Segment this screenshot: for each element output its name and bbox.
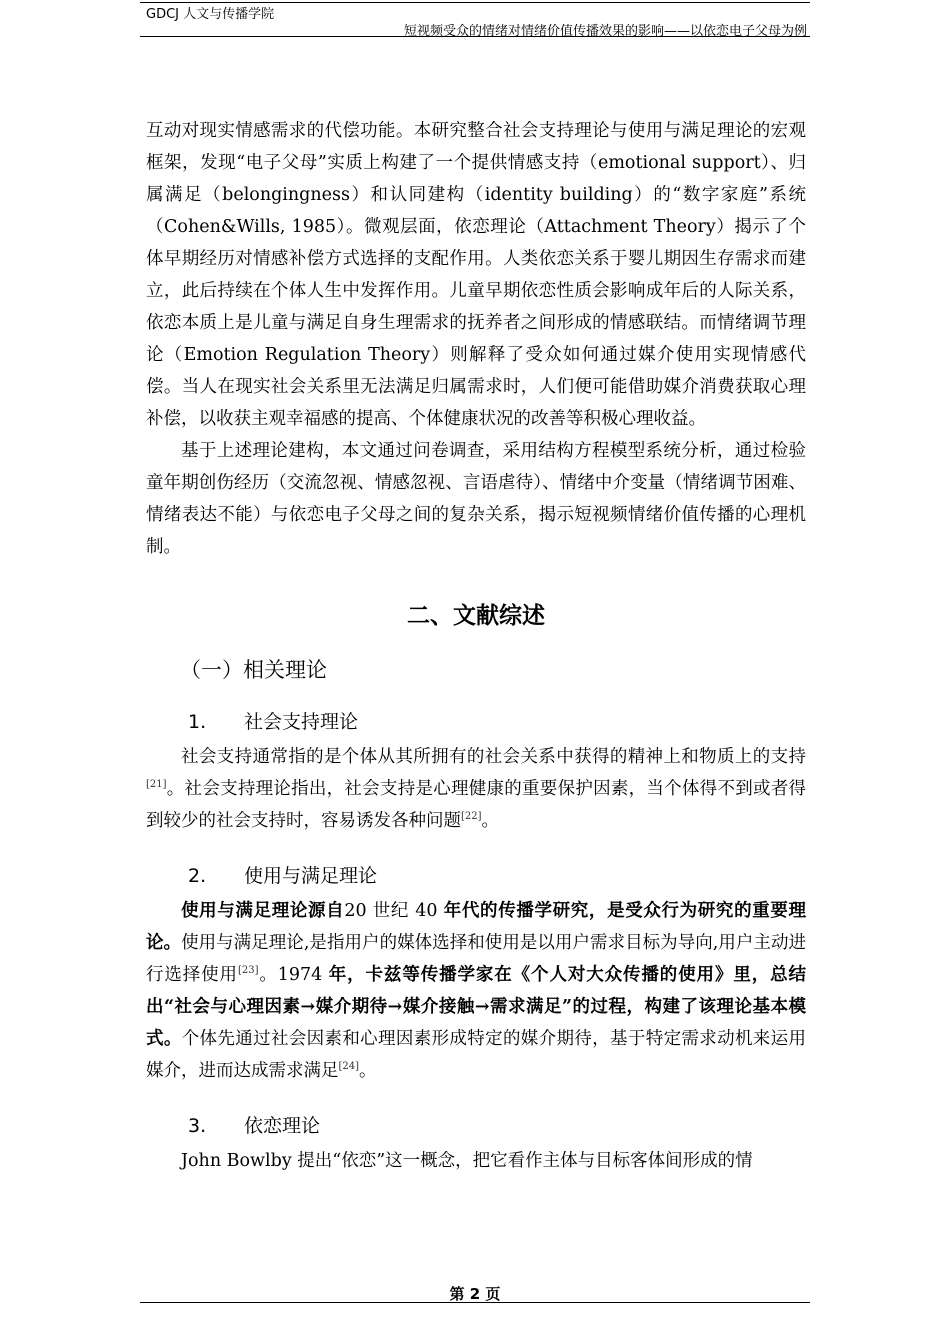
text-run-bold: 年，卡兹等传播学家在《个人对大众传播的使用》里，总结出“社会与心理因素→媒介期待→媒介接触→需求满足”的过程，构建了该理论基本模式。 xyxy=(146,965,807,1049)
header-paper-title: 短视频受众的情绪对情绪价值传播效果的影响——以依恋电子父母为例 xyxy=(403,24,807,39)
text-run: 。社会支持理论指出，社会支持是心理健康的重要保护因素，当个体得不到或者得到较少的社会支持时，容易诱发各种问题 xyxy=(146,779,806,831)
heading-social-support xyxy=(146,697,806,741)
text-run: 使用与满足理论,是指用户的媒体选择和使用是以用户需求目标为导向,用户主动进行选择使用 xyxy=(146,933,807,985)
text-run: 。 xyxy=(481,811,500,831)
heading-text: 使用与满足理论 xyxy=(244,865,378,887)
text-run: 。 xyxy=(359,1061,377,1081)
text-run: 个体先通过社会因素和心理因素形成特定的媒介期待，基于特定需求动机来运用媒介，进而达成需求满足 xyxy=(146,1029,807,1081)
subsection-title: （一）相关理论 xyxy=(180,658,327,682)
citation: [23] xyxy=(237,965,259,976)
heading-number: 3. xyxy=(188,1115,207,1137)
paragraph-continued: 互动对现实情感需求的代偿功能。本研究整合社会支持理论与使用与满足理论的宏观框架，发现“电子父母”实质上构建了一个提供情感支持（emotional support）、归属满足（belongingness）和认同建构（identity building）的“数字家庭”系统（Cohen&Wills, 1985）。微观层面，依恋理论（Attachment Theory）揭示了个体早期经历对情感补偿方式选择的支配作用。人类依恋关系于婴儿期因生存需求而建立，此后持续在个体人生中发挥作用。儿童早期依恋性质会影响成年后的人际关系，依恋本质上是儿童与满足自身生理需求的抚养者之间形成的情感联结。而情绪调节理论（Emotion Regulation Theory）则解释了受众如何通过媒介使用实现情感代偿。当人在现实社会关系里无法满足归属需求时，人们便可能借助媒介消费获取心理补偿，以收获主观幸福感的提高、个体健康状况的改善等积极心理收益。 xyxy=(146,121,806,429)
text-run-bold: 年代的传播学研究，是受众行为研究的重要理论。 xyxy=(146,901,807,953)
paragraph-uses-gratifications xyxy=(146,895,806,1087)
paragraph-attachment: John Bowlby 提出“依恋”这一概念，把它看作主体与目标客体间形成的情 xyxy=(181,1151,753,1171)
text-run: 。1974 xyxy=(258,965,329,985)
paragraph-social-support xyxy=(146,741,806,837)
heading-number: 1. xyxy=(188,711,207,733)
heading-uses-gratifications xyxy=(146,851,806,895)
text-run: 社会支持通常指的是个体从其所拥有的社会关系中获得的精神上和物质上的支持 xyxy=(181,747,806,767)
page-body xyxy=(146,115,806,1177)
header-institution: GDCJ 人文与传播学院 xyxy=(146,7,275,22)
heading-text: 依恋理论 xyxy=(244,1115,321,1137)
heading-attachment xyxy=(146,1101,806,1145)
citation: [21] xyxy=(146,779,167,790)
text-run: 20 世纪 40 xyxy=(344,901,444,921)
citation: [24] xyxy=(338,1061,360,1072)
citation: [22] xyxy=(461,811,482,822)
text-run-bold: 使用与满足理论源自 xyxy=(181,901,345,921)
header-bottom-rule xyxy=(140,36,810,37)
footer-rule xyxy=(140,1302,810,1303)
paragraph-research-overview: 基于上述理论建构，本文通过问卷调查，采用结构方程模型系统分析，通过检验童年期创伤经历（交流忽视、情感忽视、言语虐待）、情绪中介变量（情绪调节困难、情绪表达不能）与依恋电子父母之间的复杂关系，揭示短视频情绪价值传播的心理机制。 xyxy=(146,441,806,557)
section-title: 二、文献综述 xyxy=(407,603,545,629)
heading-text: 社会支持理论 xyxy=(244,711,359,733)
heading-number: 2. xyxy=(188,865,207,887)
page-number: 第 2 页 xyxy=(449,1285,501,1303)
